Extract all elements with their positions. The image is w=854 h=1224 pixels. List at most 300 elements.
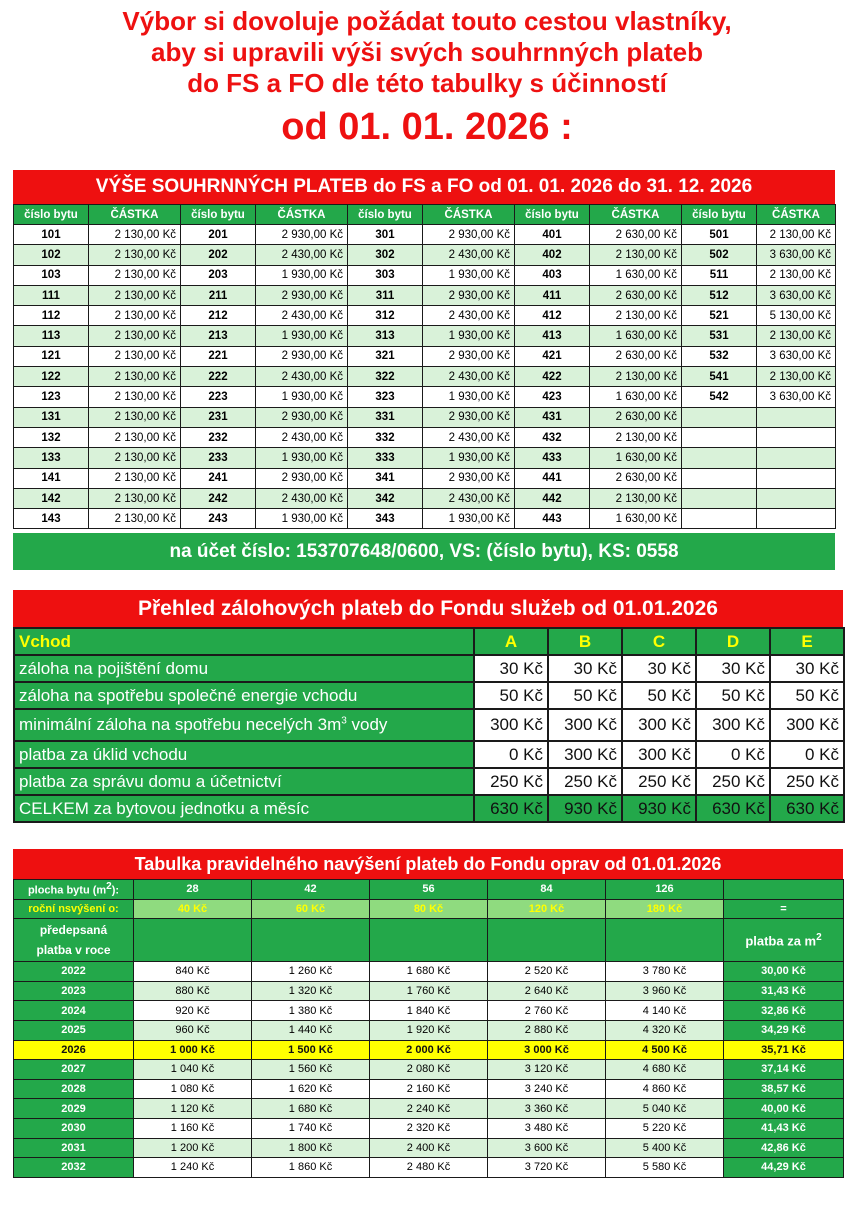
service-label-text: platba za správu domu a účetnictví bbox=[19, 771, 282, 791]
unit-number: 141 bbox=[14, 468, 89, 488]
service-value: 30 Kč bbox=[622, 655, 696, 682]
unit-number bbox=[682, 468, 757, 488]
unit-amount: 1 930,00 Kč bbox=[423, 448, 515, 468]
service-label-text: záloha na spotřebu společné energie vchodu bbox=[19, 685, 358, 705]
unit-amount: 1 930,00 Kč bbox=[256, 387, 348, 407]
unit-amount: 2 630,00 Kč bbox=[590, 407, 682, 427]
service-value: 50 Kč bbox=[770, 682, 844, 709]
unit-amount: 1 930,00 Kč bbox=[423, 326, 515, 346]
repairs-table bbox=[13, 879, 844, 1178]
unit-amount: 2 430,00 Kč bbox=[256, 427, 348, 447]
unit-amount: 2 130,00 Kč bbox=[590, 427, 682, 447]
col-amount-header: ČÁSTKA bbox=[423, 205, 515, 225]
unit-number bbox=[682, 407, 757, 427]
service-value: 0 Kč bbox=[474, 741, 548, 768]
repair-amount: 1 380 Kč bbox=[252, 1001, 370, 1021]
unit-amount: 2 430,00 Kč bbox=[256, 488, 348, 508]
unit-number: 332 bbox=[348, 427, 423, 447]
unit-amount: 2 130,00 Kč bbox=[89, 346, 181, 366]
unit-amount: 2 930,00 Kč bbox=[423, 225, 515, 245]
increase-value: 40 Kč bbox=[134, 899, 252, 919]
per-m2-value: 34,29 Kč bbox=[724, 1020, 844, 1040]
unit-number: 343 bbox=[348, 509, 423, 529]
unit-amount: 2 130,00 Kč bbox=[89, 407, 181, 427]
payment-row bbox=[14, 367, 836, 387]
unit-amount: 2 930,00 Kč bbox=[256, 346, 348, 366]
repair-year-row bbox=[14, 1099, 844, 1119]
unit-number: 202 bbox=[181, 245, 256, 265]
unit-number: 331 bbox=[348, 407, 423, 427]
notice-heading bbox=[0, 6, 854, 149]
unit-number: 122 bbox=[14, 367, 89, 387]
unit-number: 542 bbox=[682, 387, 757, 407]
unit-amount: 2 130,00 Kč bbox=[590, 306, 682, 326]
unit-amount: 2 130,00 Kč bbox=[89, 245, 181, 265]
service-value: 630 Kč bbox=[696, 795, 770, 822]
unit-amount: 1 930,00 Kč bbox=[423, 509, 515, 529]
col-unit-header: číslo bytu bbox=[14, 205, 89, 225]
unit-number: 422 bbox=[515, 367, 590, 387]
repair-amount: 960 Kč bbox=[134, 1020, 252, 1040]
repair-amount: 920 Kč bbox=[134, 1001, 252, 1021]
repair-amount: 2 320 Kč bbox=[370, 1118, 488, 1138]
repair-amount: 3 120 Kč bbox=[488, 1060, 606, 1080]
service-value: 300 Kč bbox=[548, 741, 622, 768]
heading-date: od 01. 01. 2026 : bbox=[281, 106, 573, 148]
unit-amount: 2 430,00 Kč bbox=[423, 245, 515, 265]
unit-amount bbox=[757, 448, 836, 468]
unit-amount bbox=[757, 468, 836, 488]
service-label-tail: vody bbox=[346, 715, 388, 734]
unit-amount: 1 630,00 Kč bbox=[590, 265, 682, 285]
service-value: 630 Kč bbox=[474, 795, 548, 822]
unit-number: 541 bbox=[682, 367, 757, 387]
year: 2024 bbox=[14, 1001, 134, 1021]
unit-number: 411 bbox=[515, 285, 590, 305]
repair-amount: 2 000 Kč bbox=[370, 1040, 488, 1060]
payment-row bbox=[14, 245, 836, 265]
payments-header-row bbox=[14, 205, 836, 225]
repair-year-row bbox=[14, 1118, 844, 1138]
service-label bbox=[14, 682, 474, 709]
per-m2-value: 35,71 Kč bbox=[724, 1040, 844, 1060]
area-label-text: plocha bytu (m bbox=[27, 885, 107, 898]
repair-amount: 2 080 Kč bbox=[370, 1060, 488, 1080]
unit-amount bbox=[757, 509, 836, 529]
entrance-header: D bbox=[696, 628, 770, 655]
unit-number: 321 bbox=[348, 346, 423, 366]
unit-number: 322 bbox=[348, 367, 423, 387]
unit-number: 443 bbox=[515, 509, 590, 529]
service-value: 250 Kč bbox=[770, 768, 844, 795]
entrance-header: E bbox=[770, 628, 844, 655]
payment-row bbox=[14, 448, 836, 468]
unit-amount: 1 930,00 Kč bbox=[423, 265, 515, 285]
unit-amount: 2 130,00 Kč bbox=[757, 367, 836, 387]
unit-amount: 2 430,00 Kč bbox=[423, 367, 515, 387]
service-value: 30 Kč bbox=[770, 655, 844, 682]
unit-amount: 5 130,00 Kč bbox=[757, 306, 836, 326]
service-label bbox=[14, 655, 474, 682]
entrance-header: C bbox=[622, 628, 696, 655]
increase-value: 180 Kč bbox=[606, 899, 724, 919]
unit-number: 333 bbox=[348, 448, 423, 468]
repair-amount: 4 500 Kč bbox=[606, 1040, 724, 1060]
unit-number: 133 bbox=[14, 448, 89, 468]
area-value: 126 bbox=[606, 880, 724, 900]
unit-number: 501 bbox=[682, 225, 757, 245]
prescribed-blank bbox=[606, 919, 724, 962]
increase-value: 80 Kč bbox=[370, 899, 488, 919]
unit-number: 441 bbox=[515, 468, 590, 488]
unit-amount: 1 930,00 Kč bbox=[256, 265, 348, 285]
service-label bbox=[14, 768, 474, 795]
unit-amount: 2 630,00 Kč bbox=[590, 468, 682, 488]
service-value: 930 Kč bbox=[548, 795, 622, 822]
unit-number: 341 bbox=[348, 468, 423, 488]
unit-amount: 2 130,00 Kč bbox=[89, 265, 181, 285]
unit-number: 243 bbox=[181, 509, 256, 529]
service-row bbox=[14, 682, 844, 709]
unit-number: 221 bbox=[181, 346, 256, 366]
area-label-tail: ): bbox=[111, 885, 120, 898]
increase-eq: = bbox=[724, 899, 844, 919]
service-value: 250 Kč bbox=[548, 768, 622, 795]
year: 2025 bbox=[14, 1020, 134, 1040]
service-value: 30 Kč bbox=[474, 655, 548, 682]
unit-amount: 2 430,00 Kč bbox=[423, 427, 515, 447]
unit-amount: 2 130,00 Kč bbox=[89, 427, 181, 447]
unit-amount: 2 930,00 Kč bbox=[256, 285, 348, 305]
repair-amount: 1 860 Kč bbox=[252, 1158, 370, 1178]
unit-number: 103 bbox=[14, 265, 89, 285]
unit-amount: 2 130,00 Kč bbox=[757, 225, 836, 245]
unit-number: 132 bbox=[14, 427, 89, 447]
unit-number: 101 bbox=[14, 225, 89, 245]
service-label-text: záloha na pojištění domu bbox=[19, 658, 209, 678]
prescribed-line-2: platba v roce bbox=[36, 943, 111, 958]
per-m2-value: 31,43 Kč bbox=[724, 981, 844, 1001]
unit-amount: 2 430,00 Kč bbox=[256, 367, 348, 387]
payment-row bbox=[14, 285, 836, 305]
unit-amount: 1 930,00 Kč bbox=[256, 326, 348, 346]
unit-number: 342 bbox=[348, 488, 423, 508]
repair-amount: 5 220 Kč bbox=[606, 1118, 724, 1138]
repair-amount: 2 640 Kč bbox=[488, 981, 606, 1001]
payment-row bbox=[14, 468, 836, 488]
unit-number bbox=[682, 427, 757, 447]
unit-number: 212 bbox=[181, 306, 256, 326]
repair-amount: 2 880 Kč bbox=[488, 1020, 606, 1040]
unit-amount: 2 630,00 Kč bbox=[590, 225, 682, 245]
col-amount-header: ČÁSTKA bbox=[89, 205, 181, 225]
unit-amount: 3 630,00 Kč bbox=[757, 285, 836, 305]
unit-number: 401 bbox=[515, 225, 590, 245]
unit-number: 402 bbox=[515, 245, 590, 265]
col-amount-header: ČÁSTKA bbox=[590, 205, 682, 225]
repair-amount: 4 320 Kč bbox=[606, 1020, 724, 1040]
service-value: 300 Kč bbox=[696, 709, 770, 741]
service-value: 300 Kč bbox=[622, 741, 696, 768]
per-m2-value: 41,43 Kč bbox=[724, 1118, 844, 1138]
per-m2-value: 44,29 Kč bbox=[724, 1158, 844, 1178]
prescribed-line-1: předepsaná bbox=[39, 923, 108, 938]
unit-amount: 2 930,00 Kč bbox=[256, 468, 348, 488]
unit-number: 433 bbox=[515, 448, 590, 468]
unit-number: 121 bbox=[14, 346, 89, 366]
payment-row bbox=[14, 306, 836, 326]
repair-amount: 1 740 Kč bbox=[252, 1118, 370, 1138]
area-value: 84 bbox=[488, 880, 606, 900]
repair-amount: 3 240 Kč bbox=[488, 1079, 606, 1099]
service-value: 0 Kč bbox=[696, 741, 770, 768]
unit-amount: 3 630,00 Kč bbox=[757, 245, 836, 265]
repair-amount: 4 140 Kč bbox=[606, 1001, 724, 1021]
repair-amount: 1 560 Kč bbox=[252, 1060, 370, 1080]
service-value: 630 Kč bbox=[770, 795, 844, 822]
repair-amount: 2 520 Kč bbox=[488, 962, 606, 982]
unit-number: 312 bbox=[348, 306, 423, 326]
payment-row bbox=[14, 488, 836, 508]
unit-number bbox=[682, 488, 757, 508]
service-value: 50 Kč bbox=[622, 682, 696, 709]
unit-number: 241 bbox=[181, 468, 256, 488]
unit-number: 143 bbox=[14, 509, 89, 529]
repairs-title: Tabulka pravidelného navýšení plateb do Fondu oprav od 01.01.2026 bbox=[13, 849, 843, 879]
unit-number: 123 bbox=[14, 387, 89, 407]
year: 2030 bbox=[14, 1118, 134, 1138]
services-title: Přehled zálohových plateb do Fondu služeb od 01.01.2026 bbox=[13, 590, 843, 627]
service-row bbox=[14, 655, 844, 682]
service-label bbox=[14, 709, 474, 741]
area-value: 56 bbox=[370, 880, 488, 900]
year: 2022 bbox=[14, 962, 134, 982]
unit-number: 112 bbox=[14, 306, 89, 326]
service-value: 300 Kč bbox=[622, 709, 696, 741]
service-value: 50 Kč bbox=[696, 682, 770, 709]
repair-amount: 1 680 Kč bbox=[252, 1099, 370, 1119]
unit-number: 311 bbox=[348, 285, 423, 305]
unit-number bbox=[682, 509, 757, 529]
year: 2023 bbox=[14, 981, 134, 1001]
unit-number: 531 bbox=[682, 326, 757, 346]
unit-number: 413 bbox=[515, 326, 590, 346]
unit-amount: 2 130,00 Kč bbox=[590, 488, 682, 508]
repair-amount: 1 000 Kč bbox=[134, 1040, 252, 1060]
repair-amount: 2 160 Kč bbox=[370, 1079, 488, 1099]
per-m2-value: 37,14 Kč bbox=[724, 1060, 844, 1080]
unit-amount: 1 630,00 Kč bbox=[590, 326, 682, 346]
heading-line-1: Výbor si dovoluje požádat touto cestou vlastníky, bbox=[122, 6, 732, 36]
unit-number: 301 bbox=[348, 225, 423, 245]
repair-year-row bbox=[14, 1079, 844, 1099]
unit-amount: 2 430,00 Kč bbox=[423, 306, 515, 326]
unit-amount: 2 130,00 Kč bbox=[89, 285, 181, 305]
unit-number: 233 bbox=[181, 448, 256, 468]
per-m2-value: 30,00 Kč bbox=[724, 962, 844, 982]
prescribed-blank bbox=[488, 919, 606, 962]
year: 2032 bbox=[14, 1158, 134, 1178]
unit-number: 131 bbox=[14, 407, 89, 427]
unit-number: 231 bbox=[181, 407, 256, 427]
increase-value: 120 Kč bbox=[488, 899, 606, 919]
area-blank bbox=[724, 880, 844, 900]
repair-amount: 2 240 Kč bbox=[370, 1099, 488, 1119]
unit-number: 111 bbox=[14, 285, 89, 305]
unit-amount: 1 930,00 Kč bbox=[256, 509, 348, 529]
service-value: 930 Kč bbox=[622, 795, 696, 822]
prescribed-blank bbox=[134, 919, 252, 962]
unit-amount: 2 130,00 Kč bbox=[89, 488, 181, 508]
unit-amount: 3 630,00 Kč bbox=[757, 346, 836, 366]
unit-number: 431 bbox=[515, 407, 590, 427]
unit-number: 302 bbox=[348, 245, 423, 265]
unit-amount bbox=[757, 488, 836, 508]
year: 2027 bbox=[14, 1060, 134, 1080]
entrance-header: B bbox=[548, 628, 622, 655]
service-row bbox=[14, 741, 844, 768]
year: 2029 bbox=[14, 1099, 134, 1119]
unit-number: 412 bbox=[515, 306, 590, 326]
unit-amount: 2 930,00 Kč bbox=[256, 407, 348, 427]
unit-amount: 2 430,00 Kč bbox=[256, 245, 348, 265]
area-value: 28 bbox=[134, 880, 252, 900]
unit-number: 113 bbox=[14, 326, 89, 346]
unit-number: 521 bbox=[682, 306, 757, 326]
repair-amount: 1 840 Kč bbox=[370, 1001, 488, 1021]
per-m2-value: 40,00 Kč bbox=[724, 1099, 844, 1119]
service-label-text: minimální záloha na spotřebu necelých 3m bbox=[19, 715, 342, 734]
increase-label: roční nsvýšení o: bbox=[14, 899, 134, 919]
repair-amount: 2 400 Kč bbox=[370, 1138, 488, 1158]
service-value: 30 Kč bbox=[548, 655, 622, 682]
repair-amount: 1 080 Kč bbox=[134, 1079, 252, 1099]
repair-amount: 3 960 Kč bbox=[606, 981, 724, 1001]
per-m2-value: 32,86 Kč bbox=[724, 1001, 844, 1021]
unit-number: 242 bbox=[181, 488, 256, 508]
repair-amount: 3 600 Kč bbox=[488, 1138, 606, 1158]
repair-amount: 2 760 Kč bbox=[488, 1001, 606, 1021]
unit-number: 201 bbox=[181, 225, 256, 245]
repair-amount: 1 320 Kč bbox=[252, 981, 370, 1001]
per-m2-value: 42,86 Kč bbox=[724, 1138, 844, 1158]
service-value: 0 Kč bbox=[770, 741, 844, 768]
unit-amount: 1 630,00 Kč bbox=[590, 448, 682, 468]
unit-number: 532 bbox=[682, 346, 757, 366]
service-value: 300 Kč bbox=[474, 709, 548, 741]
prescribed-blank bbox=[252, 919, 370, 962]
unit-number: 213 bbox=[181, 326, 256, 346]
service-label bbox=[14, 795, 474, 822]
service-value: 250 Kč bbox=[696, 768, 770, 795]
repair-year-row bbox=[14, 1060, 844, 1080]
payment-row bbox=[14, 509, 836, 529]
repair-amount: 1 040 Kč bbox=[134, 1060, 252, 1080]
service-label-text: platba za úklid vchodu bbox=[19, 744, 188, 764]
area-row bbox=[14, 880, 844, 900]
payment-row bbox=[14, 407, 836, 427]
per-m2-value: 38,57 Kč bbox=[724, 1079, 844, 1099]
unit-amount bbox=[757, 427, 836, 447]
unit-amount: 2 130,00 Kč bbox=[89, 387, 181, 407]
unit-number: 423 bbox=[515, 387, 590, 407]
unit-number: 403 bbox=[515, 265, 590, 285]
repair-year-row bbox=[14, 1138, 844, 1158]
unit-number: 323 bbox=[348, 387, 423, 407]
repair-amount: 1 440 Kč bbox=[252, 1020, 370, 1040]
area-label bbox=[14, 880, 134, 900]
unit-amount: 2 930,00 Kč bbox=[423, 468, 515, 488]
repair-amount: 1 620 Kč bbox=[252, 1079, 370, 1099]
payment-row bbox=[14, 265, 836, 285]
services-header-row bbox=[14, 628, 844, 655]
repair-year-row bbox=[14, 1040, 844, 1060]
unit-amount: 1 630,00 Kč bbox=[590, 387, 682, 407]
col-unit-header: číslo bytu bbox=[181, 205, 256, 225]
unit-number: 203 bbox=[181, 265, 256, 285]
superscript: 2 bbox=[106, 881, 112, 893]
prescribed-label bbox=[14, 919, 134, 962]
unit-number: 303 bbox=[348, 265, 423, 285]
per-m2-header bbox=[724, 919, 844, 962]
unit-amount: 1 930,00 Kč bbox=[423, 387, 515, 407]
heading-line-2: aby si upravili výši svých souhrnných plateb bbox=[151, 37, 703, 67]
repair-amount: 3 000 Kč bbox=[488, 1040, 606, 1060]
unit-amount: 2 130,00 Kč bbox=[757, 265, 836, 285]
year: 2026 bbox=[14, 1040, 134, 1060]
repair-year-row bbox=[14, 981, 844, 1001]
unit-amount: 2 930,00 Kč bbox=[256, 225, 348, 245]
unit-amount: 2 930,00 Kč bbox=[423, 407, 515, 427]
payment-row bbox=[14, 225, 836, 245]
repair-amount: 1 240 Kč bbox=[134, 1158, 252, 1178]
repair-amount: 3 780 Kč bbox=[606, 962, 724, 982]
heading-line-3: do FS a FO dle této tabulky s účinností bbox=[187, 68, 667, 98]
repair-year-row bbox=[14, 962, 844, 982]
unit-number: 211 bbox=[181, 285, 256, 305]
per-m2-label: platba za m bbox=[745, 933, 817, 949]
col-unit-header: číslo bytu bbox=[348, 205, 423, 225]
unit-number: 142 bbox=[14, 488, 89, 508]
entrance-header-label: Vchod bbox=[14, 628, 474, 655]
unit-amount: 2 130,00 Kč bbox=[89, 225, 181, 245]
repair-amount: 1 680 Kč bbox=[370, 962, 488, 982]
repair-amount: 1 500 Kč bbox=[252, 1040, 370, 1060]
unit-amount: 2 130,00 Kč bbox=[89, 367, 181, 387]
year: 2031 bbox=[14, 1138, 134, 1158]
service-row bbox=[14, 768, 844, 795]
unit-amount: 2 630,00 Kč bbox=[590, 285, 682, 305]
repair-amount: 3 720 Kč bbox=[488, 1158, 606, 1178]
unit-amount: 2 130,00 Kč bbox=[89, 448, 181, 468]
service-value: 50 Kč bbox=[548, 682, 622, 709]
repair-amount: 1 760 Kč bbox=[370, 981, 488, 1001]
repair-amount: 880 Kč bbox=[134, 981, 252, 1001]
repair-year-row bbox=[14, 1020, 844, 1040]
unit-amount: 2 430,00 Kč bbox=[423, 488, 515, 508]
payments-table bbox=[13, 204, 836, 529]
service-value: 250 Kč bbox=[622, 768, 696, 795]
superscript: 3 bbox=[341, 715, 347, 727]
unit-number: 432 bbox=[515, 427, 590, 447]
service-value: 300 Kč bbox=[770, 709, 844, 741]
service-label bbox=[14, 741, 474, 768]
repair-amount: 840 Kč bbox=[134, 962, 252, 982]
payment-row bbox=[14, 427, 836, 447]
repair-year-row bbox=[14, 1158, 844, 1178]
unit-amount: 2 630,00 Kč bbox=[590, 346, 682, 366]
account-info: na účet číslo: 153707648/0600, VS: (číslo bytu), KS: 0558 bbox=[13, 533, 835, 570]
